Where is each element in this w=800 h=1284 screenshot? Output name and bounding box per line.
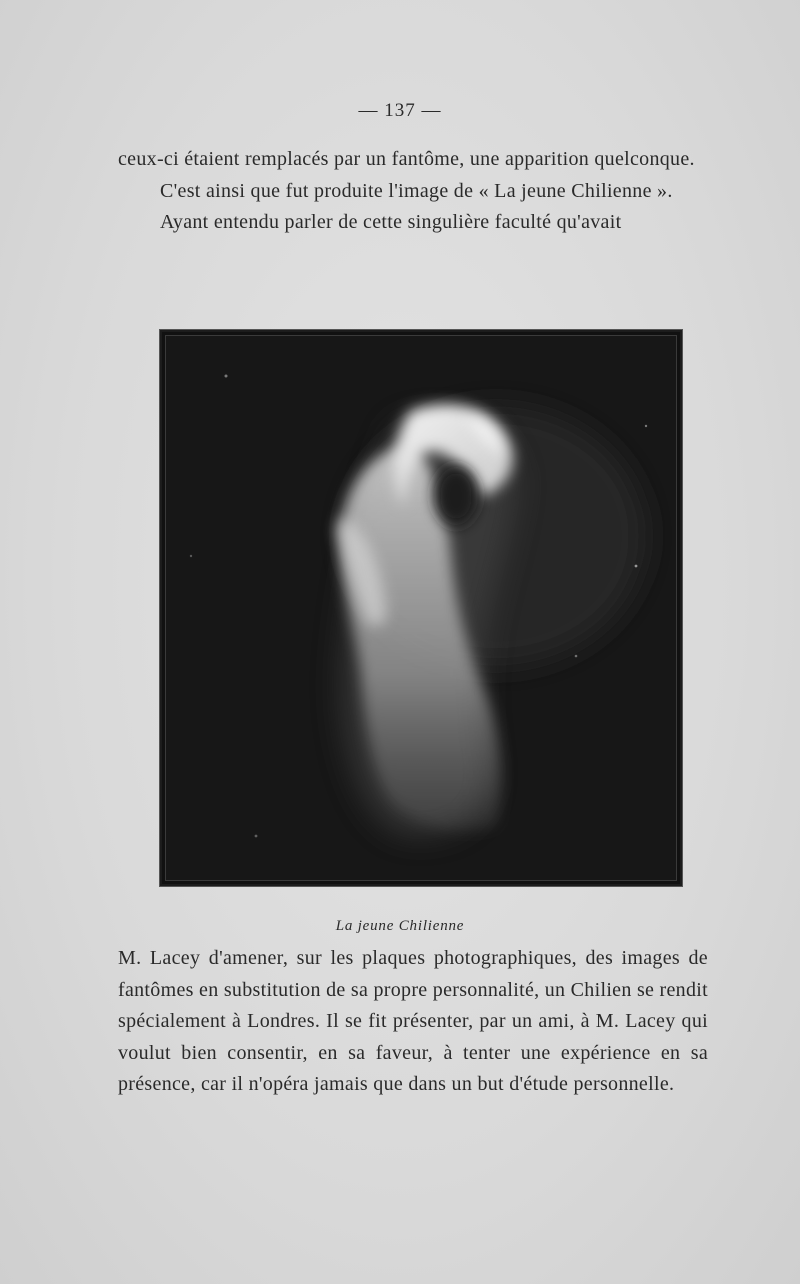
paragraph-1: ceux-ci étaient remplacés par un fantôme, une apparition quelconque. <box>118 148 695 170</box>
paragraph-3: Ayant entendu parler de cette singulière faculté qu'avait <box>160 211 622 233</box>
paragraph-4: M. Lacey d'amener, sur les plaques photographiques, des images de fantômes en substitution de sa propre personnalité, un Chilien se rendit spécialement à Londres. Il se fit présenter, par un ami, à M. Lacey qui voulut bien consentir, en sa faveur, à tenter une expérience en sa présence, car il n'opéra jamais que dans un but d'étude personnelle. <box>118 947 708 1095</box>
photograph-plate <box>160 330 682 886</box>
ghost-figure-image <box>166 336 676 880</box>
text-block-top <box>118 144 708 239</box>
photo-caption: La jeune Chilienne <box>335 918 465 934</box>
page-number: — 137 — <box>358 100 442 121</box>
ghost-photograph <box>165 335 677 881</box>
text-block-bottom <box>118 943 708 1101</box>
paragraph-2: C'est ainsi que fut produite l'image de « La jeune Chilienne ». <box>160 179 673 202</box>
